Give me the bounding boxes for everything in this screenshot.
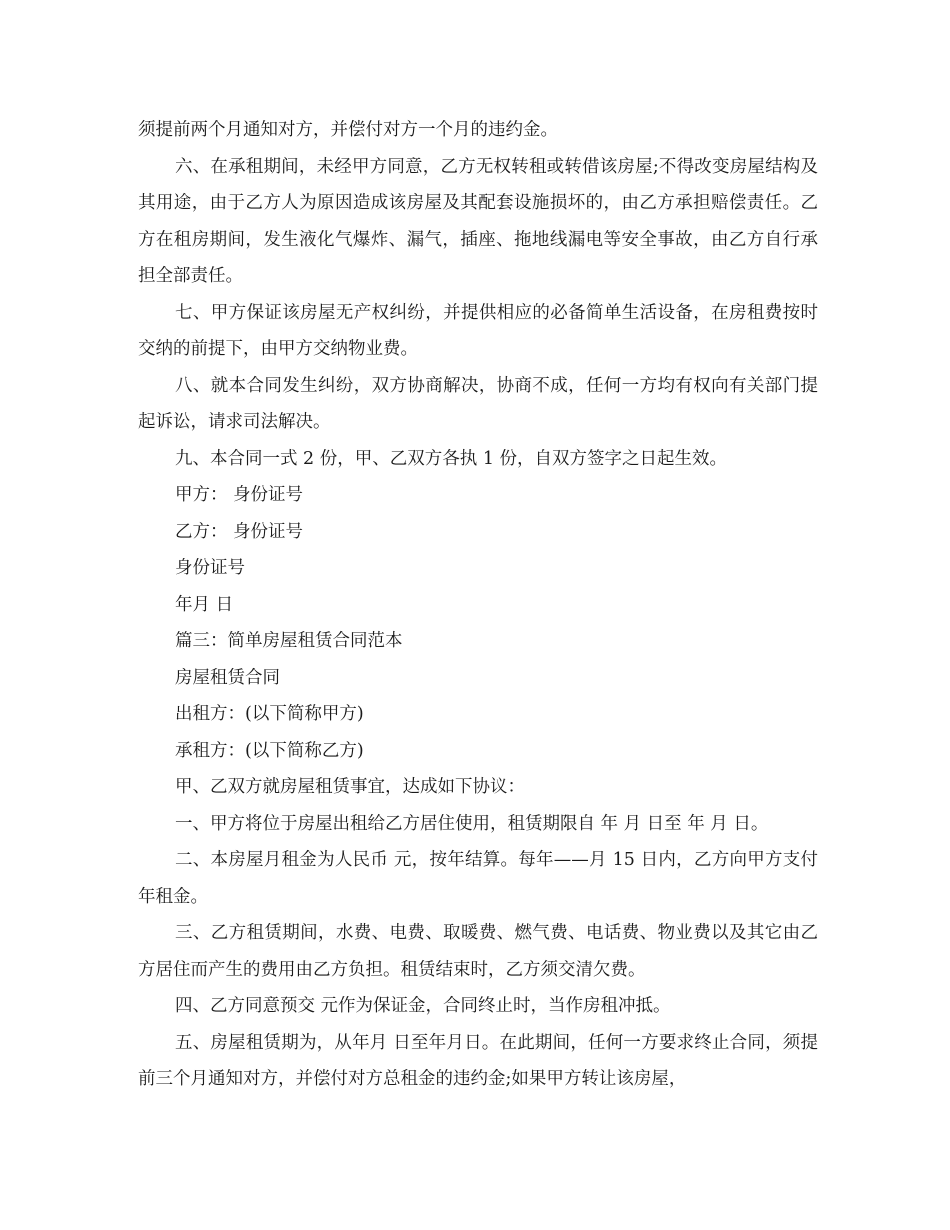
signature-date: 年月 日 (175, 594, 234, 615)
paragraph-clause-3: 三、乙方租赁期间，水费、电费、取暖费、燃气费、电话费、物业费以及其它由乙方居住而产生的费用由乙方负担。租赁结束时，乙方须交清欠费。 (138, 923, 818, 980)
paragraph-clause-8: 八、就本合同发生纠纷，双方协商解决，协商不成，任何一方均有权向有关部门提起诉讼，请求司法解决。 (138, 375, 818, 432)
paragraph-continuation: 须提前两个月通知对方，并偿付对方一个月的违约金。 (138, 120, 558, 140)
paragraph-clause-5: 五、房屋租赁期为，从年月 日至年月日。在此期间，任何一方要求终止合同，须提前三个月通知对方，并偿付对方总租金的违约金;如果甲方转让该房屋， (138, 1032, 818, 1089)
contract-title: 房屋租赁合同 (175, 667, 280, 688)
lessor-line: 出租方：(以下简称甲方) (175, 704, 364, 724)
paragraph-clause-2: 二、本房屋月租金为人民币 元，按年结算。每年——月 15 日内，乙方向甲方支付年租金。 (138, 850, 818, 907)
paragraph-clause-4: 四、乙方同意预交 元作为保证金，合同终止时，当作房租冲抵。 (175, 996, 671, 1016)
document-body (138, 112, 818, 1098)
paragraph-clause-6: 六、在承租期间，未经甲方同意，乙方无权转租或转借该房屋;不得改变房屋结构及其用途，由于乙方人为原因造成该房屋及其配套设施损坏的，由乙方承担赔偿责任。乙方在租房期间，发生液化气爆炸、漏气，插座、拖地线漏电等安全事故，由乙方自行承担全部责任。 (138, 156, 818, 286)
paragraph-clause-9: 九、本合同一式 2 份，甲、乙双方各执 1 份，自双方签字之日起生效。 (175, 448, 728, 469)
lessee-line: 承租方：(以下简称乙方) (175, 740, 364, 761)
signature-party-b: 乙方： 身份证号 (175, 521, 304, 542)
paragraph-clause-1: 一、甲方将位于房屋出租给乙方居住使用，租赁期限自 年 月 日至 年 月 日。 (175, 813, 769, 834)
signature-party-a: 甲方： 身份证号 (175, 485, 304, 505)
signature-id-number: 身份证号 (175, 558, 245, 578)
section-heading: 篇三：简单房屋租赁合同范本 (175, 631, 403, 651)
agreement-intro: 甲、乙双方就房屋租赁事宜，达成如下协议： (175, 777, 525, 797)
paragraph-clause-7: 七、甲方保证该房屋无产权纠纷，并提供相应的必备简单生活设备，在房租费按时交纳的前提下，由甲方交纳物业费。 (138, 302, 818, 359)
